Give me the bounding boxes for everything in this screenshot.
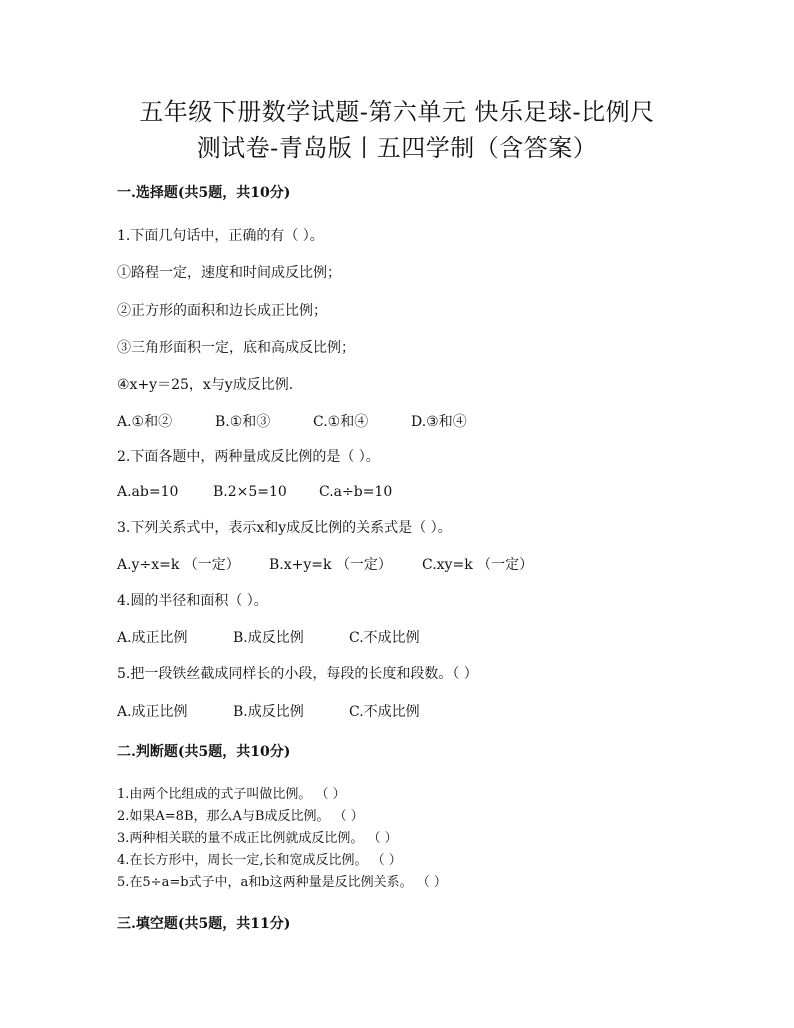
q3-option-c: C.xy=k （一定） xyxy=(422,557,534,573)
q4-option-c: C.不成比例 xyxy=(349,630,420,646)
q2-stem: 2.下面各题中，两种量成反比例的是（ ）。 xyxy=(117,449,380,465)
q5-option-c: C.不成比例 xyxy=(349,704,420,720)
q4-stem: 4.圆的半径和面积（ ）。 xyxy=(117,593,268,609)
judge-item-5: 5.在5÷a=b式子中，a和b这两种量是反比例关系。 （ ） xyxy=(117,875,447,890)
document-title-line-2: 测试卷-青岛版丨五四学制（含答案） xyxy=(196,134,598,162)
q1-option-d: D.③和④ xyxy=(411,414,467,430)
q1-statement-2: ②正方形的面积和边长成正比例； xyxy=(117,303,327,319)
section-2-header: 二.判断题(共5题，共10分) xyxy=(117,744,291,760)
q1-option-a: A.①和② xyxy=(117,414,173,430)
section-3-header: 三.填空题(共5题，共11分) xyxy=(117,916,291,932)
q1-statement-4: ④x+y＝25，x与y成反比例. xyxy=(117,377,294,393)
q1-statement-1: ①路程一定，速度和时间成反比例； xyxy=(117,265,341,281)
q1-option-b: B.①和③ xyxy=(215,414,271,430)
q4-option-b: B.成反比例 xyxy=(233,630,304,646)
section-1-header: 一.选择题(共5题，共10分) xyxy=(117,185,291,201)
q3-option-a: A.y÷x=k （一定） xyxy=(117,557,240,573)
judge-item-3: 3.两种相关联的量不成正比例就成反比例。 （ ） xyxy=(117,831,398,846)
q5-stem: 5.把一段铁丝截成同样长的小段，每段的长度和段数。（ ） xyxy=(117,666,478,682)
q2-option-a: A.ab=10 xyxy=(117,484,179,500)
q5-option-a: A.成正比例 xyxy=(117,704,188,720)
q3-option-b: B.x+y=k （一定） xyxy=(269,557,392,573)
q3-stem: 3.下列关系式中，表示x和y成反比例的关系式是（ ）。 xyxy=(117,520,452,536)
q2-option-c: C.a÷b=10 xyxy=(319,484,393,500)
q2-option-b: B.2×5=10 xyxy=(213,484,287,500)
q1-option-c: C.①和④ xyxy=(313,414,369,430)
q4-option-a: A.成正比例 xyxy=(117,630,188,646)
q1-statement-3: ③三角形面积一定，底和高成反比例； xyxy=(117,340,355,356)
document-title-line-1: 五年级下册数学试题-第六单元 快乐足球-比例尺 xyxy=(139,98,655,126)
q5-option-b: B.成反比例 xyxy=(233,704,304,720)
q1-stem: 1.下面几句话中，正确的有（ ）。 xyxy=(117,228,324,244)
judge-item-4: 4.在长方形中，周长一定,长和宽成反比例。 （ ） xyxy=(117,853,402,868)
judge-item-1: 1.由两个比组成的式子叫做比例。 （ ） xyxy=(117,787,346,802)
judge-item-2: 2.如果A=8B，那么A与B成反比例。 （ ） xyxy=(117,809,364,824)
